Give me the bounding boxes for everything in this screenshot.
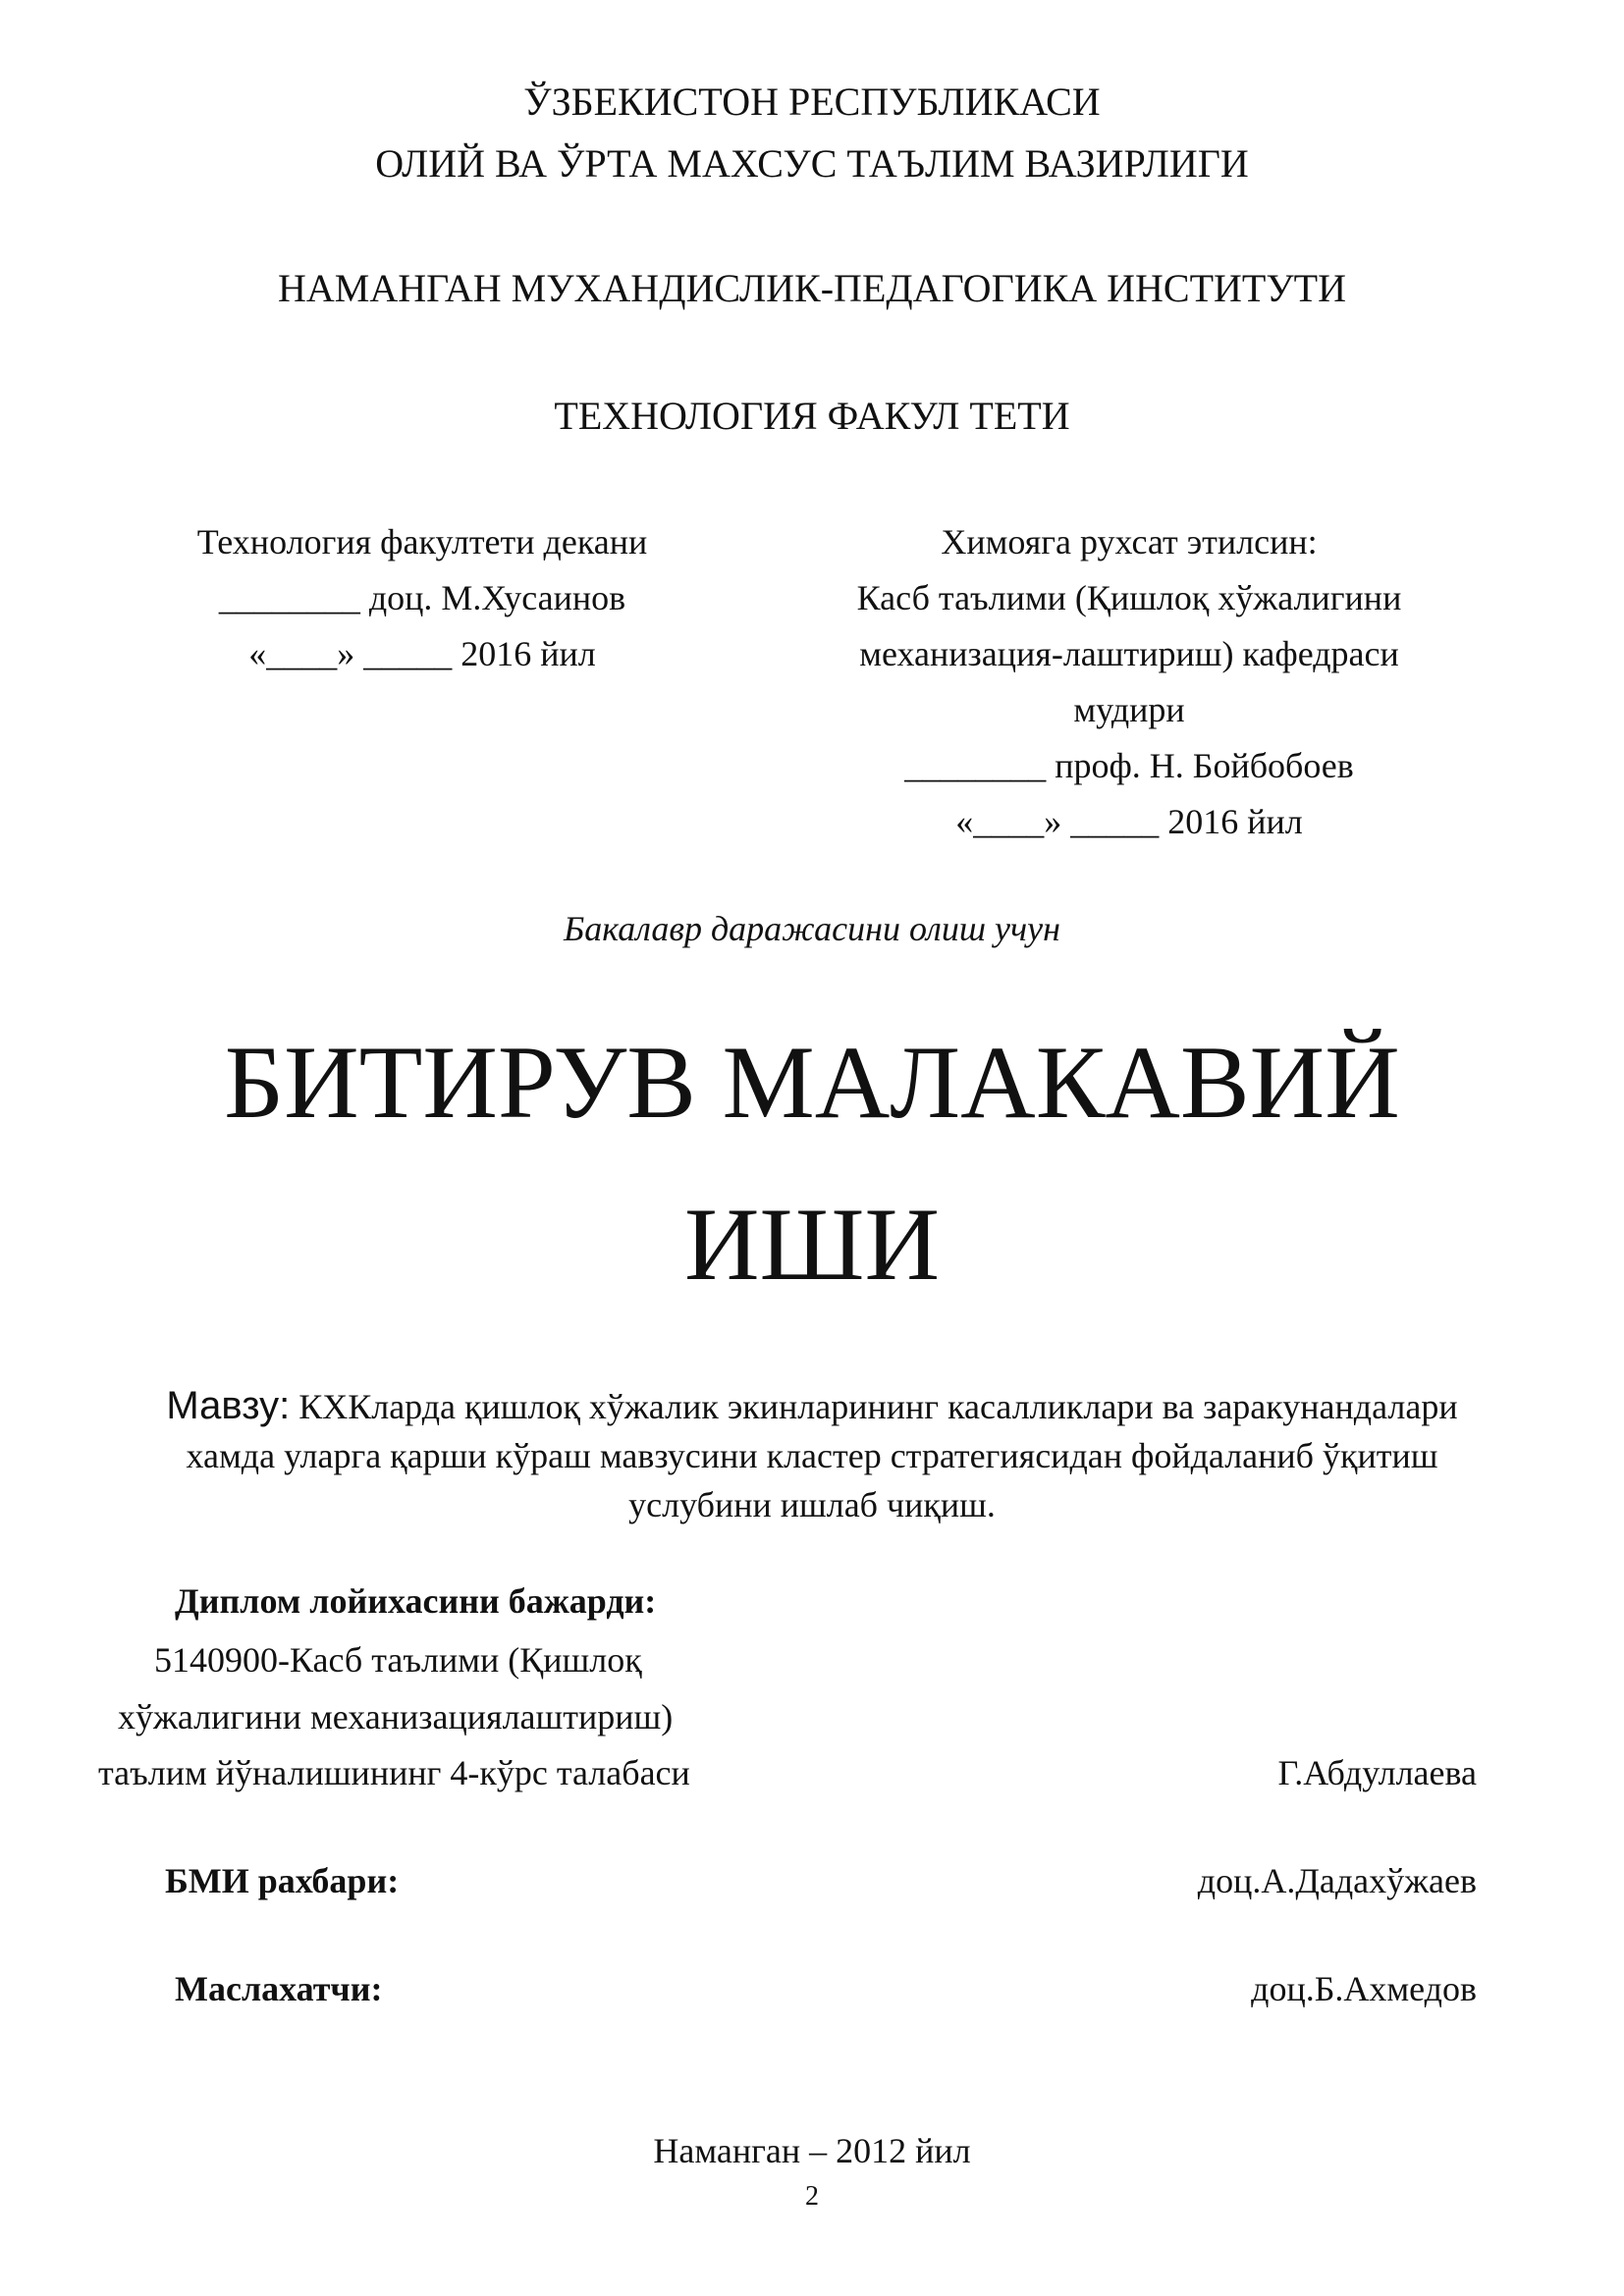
approval-left: [137, 514, 707, 682]
approval-right-line3: механизация-лаштириш) кафедраси: [859, 634, 1399, 673]
topic-line2: хамда уларга қарши кўраш мавзусини кластер стратегиясидан фойдаланиб ўқитиш: [186, 1436, 1438, 1475]
consultant-name: доц.Б.Ахмедов: [1251, 1969, 1477, 2008]
performer-line2: хўжалигини механизациялаштириш): [118, 1697, 674, 1736]
footer-place-year: Наманган – 2012 йил: [653, 2131, 971, 2170]
performer-line3: таълим йўналишининг 4-кўрс талабаси: [98, 1753, 690, 1792]
header-ministry: ОЛИЙ ВА ЎРТА МАХСУС ТАЪЛИМ ВАЗИРЛИГИ: [375, 141, 1249, 186]
approval-right-line1: Химояга рухсат этилсин:: [941, 522, 1318, 561]
topic-text-1: КХКларда қишлоқ хўжалик экинларининг касалликлари ва заракунандалари: [298, 1387, 1458, 1426]
header-republic: ЎЗБЕКИСТОН РЕСПУБЛИКАСИ: [523, 80, 1101, 124]
approval-left-line3: «____» _____ 2016 йил: [248, 634, 596, 673]
approval-right-line6: «____» _____ 2016 йил: [955, 802, 1303, 841]
approval-right-line4: мудири: [1073, 690, 1185, 729]
title-line1: БИТИРУВ МАЛАКАВИЙ: [224, 1025, 1400, 1140]
topic-label: Мавзу:: [166, 1384, 291, 1427]
approval-right-line2: Касб таълими (Қишлоқ хўжалигини: [856, 578, 1402, 617]
performer-name: Г.Абдуллаева: [1277, 1753, 1477, 1792]
consultant-label: Маслахатчи:: [175, 1969, 383, 2008]
header-faculty: ТЕХНОЛОГИЯ ФАКУЛ ТЕТИ: [554, 394, 1070, 438]
approval-left-line1: Технология факултети декани: [196, 522, 648, 561]
topic-line1: [0, 1384, 1624, 1428]
supervisor-label: БМИ рахбари:: [165, 1861, 400, 1900]
approval-right: [785, 514, 1473, 850]
page-number: 2: [805, 2181, 819, 2212]
approval-right-line5: ________ проф. Н. Бойбобоев: [904, 746, 1354, 785]
degree-note: Бакалавр даражасини олиш учун: [564, 909, 1060, 948]
topic-line3: услубини ишлаб чиқиш.: [628, 1485, 996, 1524]
header-institute: НАМАНГАН МУХАНДИСЛИК-ПЕДАГОГИКА ИНСТИТУТИ: [277, 266, 1346, 310]
performer-heading: Диплом лойихасини бажарди:: [175, 1581, 657, 1621]
supervisor-name: доц.А.Дадахўжаев: [1197, 1861, 1477, 1900]
approval-left-line2: ________ доц. М.Хусаинов: [218, 578, 626, 617]
title-line2: ИШИ: [683, 1187, 941, 1302]
performer-line1: 5140900-Касб таълими (Қишлоқ: [154, 1640, 642, 1680]
